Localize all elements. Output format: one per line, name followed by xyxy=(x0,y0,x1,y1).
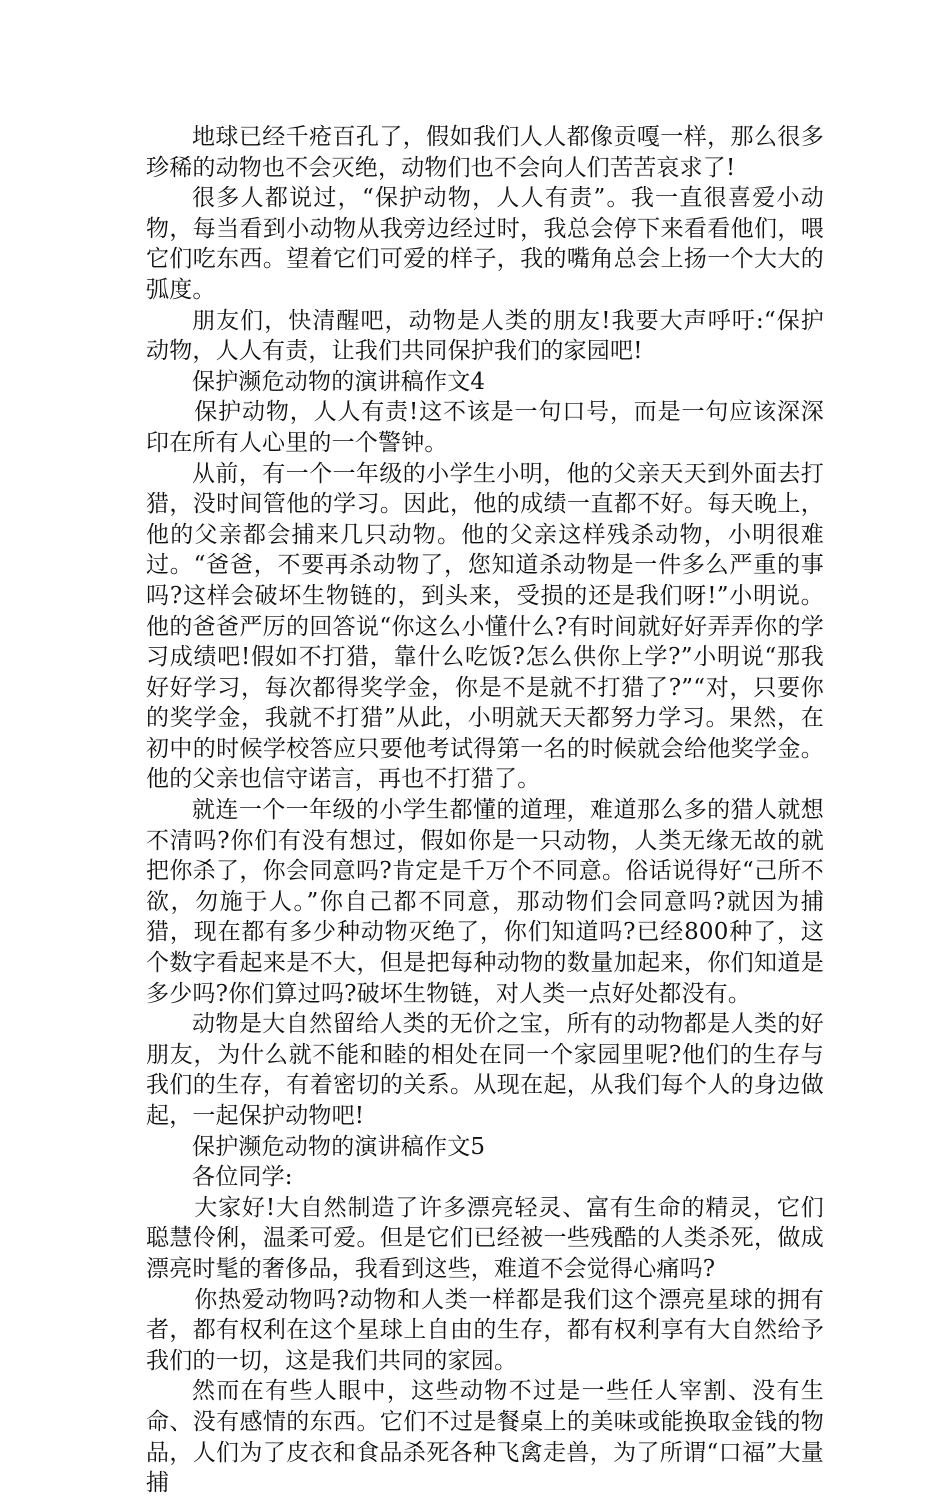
section-heading-5: 保护濒危动物的演讲稿作文5 xyxy=(192,1133,486,1160)
paragraph-7: 动物是大自然留给人类的无价之宝，所有的动物都是人类的好朋友，为什么就不能和睦的相处在同一个家园里呢?他们的生存与我们的生存，有着密切的关系。从现在起，从我们每个人的身边做起，一起保护动物吧! xyxy=(146,1011,824,1129)
paragraph-4: 保护动物，人人有责!这不该是一句口号，而是一句应该深深印在所有人心里的一个警钟。 xyxy=(146,399,824,456)
paragraph-5: 从前，有一个一年级的小学生小明，他的父亲天天到外面去打猎，没时间管他的学习。因此，他的成绩一直都不好。每天晚上，他的父亲都会捕来几只动物。他的父亲这样残杀动物，小明很难过。“爸爸，不要再杀动物了，您知道杀动物是一件多么严重的事吗?这样会破坏生物链的，到头来，受损的还是我们呀!”小明说。他的爸爸严厉的回答说“你这么小懂什么?有时间就好好弄弄你的学习成绩吧!假如不打猎，靠什么吃饭?怎么供你上学?”小明说“那我好好学习，每次都得奖学金，你是不是就不打猎了?”“对，只要你的奖学金，我就不打猎”从此，小明就天天都努力学习。果然，在初中的时候学校答应只要他考试得第一名的时候就会给他奖学金。他的父亲也信守诺言，再也不打猎了。 xyxy=(146,460,824,793)
document-body xyxy=(146,122,824,1499)
section-heading-4: 保护濒危动物的演讲稿作文4 xyxy=(192,368,486,395)
paragraph-6: 就连一个一年级的小学生都懂的道理，难道那么多的猎人就想不清吗?你们有没有想过，假如你是一只动物，人类无缘无故的就把你杀了，你会同意吗?肯定是千万个不同意。俗话说得好“己所不欲，勿施于人。”你自己都不同意，那动物们会同意吗?就因为捕猎，现在都有多少种动物灭绝了，你们知道吗?已经800种了，这个数字看起来是不大，但是把每种动物的数量加起来，你们知道是多少吗?你们算过吗?破坏生物链，对人类一点好处都没有。 xyxy=(146,797,824,1007)
salutation: 各位同学: xyxy=(192,1164,293,1191)
paragraph-1: 地球已经千疮百孔了，假如我们人人都像贡嘎一样，那么很多珍稀的动物也不会灭绝，动物们也不会向人们苦苦哀求了! xyxy=(146,124,824,181)
paragraph-3: 朋友们，快清醒吧，动物是人类的朋友!我要大声呼吁:“保护动物，人人有责，让我们共同保护我们的家园吧! xyxy=(146,307,824,365)
paragraph-10: 然而在有些人眼中，这些动物不过是一些任人宰割、没有生命、没有感情的东西。它们不过是餐桌上的美味或能换取金钱的物品，人们为了皮衣和食品杀死各种飞禽走兽，为了所谓“口福”大量捕 xyxy=(146,1378,824,1497)
paragraph-9: 你热爱动物吗?动物和人类一样都是我们这个漂亮星球的拥有者，都有权利在这个星球上自由的生存，都有权利享有大自然给予我们的一切，这是我们共同的家园。 xyxy=(146,1286,824,1374)
paragraph-8: 大家好!大自然制造了许多漂亮轻灵、富有生命的精灵，它们聪慧伶俐，温柔可爱。但是它们已经被一些残酷的人类杀死，做成漂亮时髦的奢侈品，我看到这些，难道不会觉得心痛吗? xyxy=(146,1194,824,1282)
paragraph-2: 很多人都说过，“保护动物，人人有责”。我一直很喜爱小动物，每当看到小动物从我旁边经过时，我总会停下来看看他们，喂它们吃东西。望着它们可爱的样子，我的嘴角总会上扬一个大大的弧度。 xyxy=(146,185,824,303)
